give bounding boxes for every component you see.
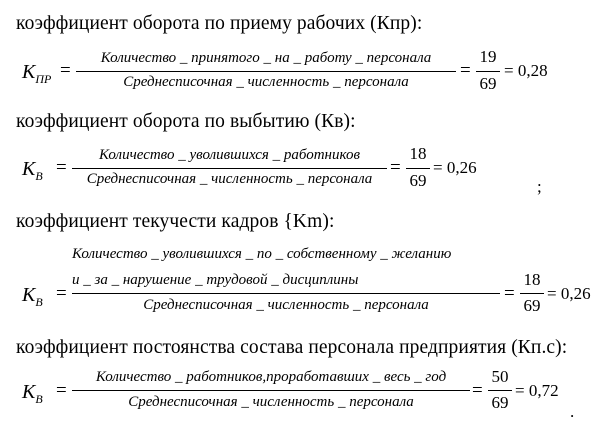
fraction-bar (476, 71, 500, 72)
formula-hiring-turnover (0, 46, 600, 96)
formula-numerator: Количество _ уволившихся _ работников (99, 147, 360, 163)
formula-denominator: Среднесписочная _ численность _ персонала (86, 171, 373, 187)
formula-staff-stability (0, 366, 600, 420)
equals-sign: = (504, 283, 515, 304)
formula-departure-turnover (0, 143, 600, 196)
formula-fraction (76, 46, 456, 96)
formula-numerator-line-1: Количество _ уволившихся _ по _ собственному _ желанию (72, 246, 452, 262)
fraction-bar (76, 71, 456, 72)
formula-result: = 0,26 (433, 158, 477, 177)
value-denominator: 69 (523, 296, 541, 315)
coefficient-symbol: $K_B$ (22, 158, 43, 183)
formula-fraction (72, 143, 387, 193)
fraction-bar (72, 390, 470, 391)
fraction-bar (520, 293, 544, 294)
fraction-bar (488, 390, 512, 391)
formula-numerator-line-2: и _ за _ нарушение _ трудовой _ дисциплины (72, 272, 359, 288)
value-numerator: 19 (479, 47, 497, 66)
value-denominator: 69 (479, 74, 497, 93)
formula-result: = 0,26 (547, 284, 591, 303)
heading-departure-turnover: коэффициент оборота по выбытию (Кв): (16, 111, 356, 132)
fraction-bar (72, 168, 387, 169)
formula-denominator: Среднесписочная _ численность _ персонала (143, 297, 429, 313)
value-numerator: 50 (491, 367, 509, 386)
formula-denominator: Среднесписочная _ численность _ персонала (128, 394, 414, 410)
heading-staff-turnover: коэффициент текучести кадров {Km): (16, 211, 335, 232)
formula-numerator: Количество _ принятого _ на _ работу _ персонала (100, 50, 432, 66)
equals-sign: = (460, 60, 471, 81)
equals-sign: = (56, 157, 67, 178)
formula-denominator: Среднесписочная _ численность _ персонала (123, 74, 409, 90)
heading-staff-stability: коэффициент постоянства состава персонала предприятия (Кп.с): (16, 337, 568, 358)
value-fraction (520, 269, 544, 319)
equals-sign: = (56, 283, 67, 304)
value-denominator: 69 (409, 171, 427, 190)
fraction-bar (406, 168, 430, 169)
equals-sign: = (60, 60, 71, 81)
value-fraction (488, 366, 512, 416)
equals-sign: = (472, 380, 483, 401)
formula-fraction (72, 241, 500, 319)
formula-staff-turnover (0, 241, 600, 319)
coefficient-symbol: $K_B$ (22, 381, 43, 406)
equals-sign: = (390, 157, 401, 178)
trailing-semicolon: ; (537, 177, 542, 196)
formula-result: = 0,28 (504, 61, 548, 80)
formula-result: = 0,72 (515, 381, 559, 400)
coefficient-symbol: $K_B$ (22, 284, 43, 309)
formula-numerator: Количество _ работников,проработавших _ весь _ год (95, 369, 447, 385)
equals-sign: = (56, 380, 67, 401)
fraction-bar (72, 293, 500, 294)
value-numerator: 18 (523, 270, 541, 289)
heading-hiring-turnover: коэффициент оборота по приему рабочих (Кпр): (16, 13, 423, 34)
coefficient-symbol: $K_{ПР}$ (22, 61, 52, 86)
value-fraction (476, 46, 500, 96)
formula-fraction (72, 366, 470, 416)
value-numerator: 18 (409, 144, 427, 163)
value-fraction (406, 143, 430, 193)
value-denominator: 69 (491, 393, 509, 412)
trailing-period: . (570, 402, 575, 421)
